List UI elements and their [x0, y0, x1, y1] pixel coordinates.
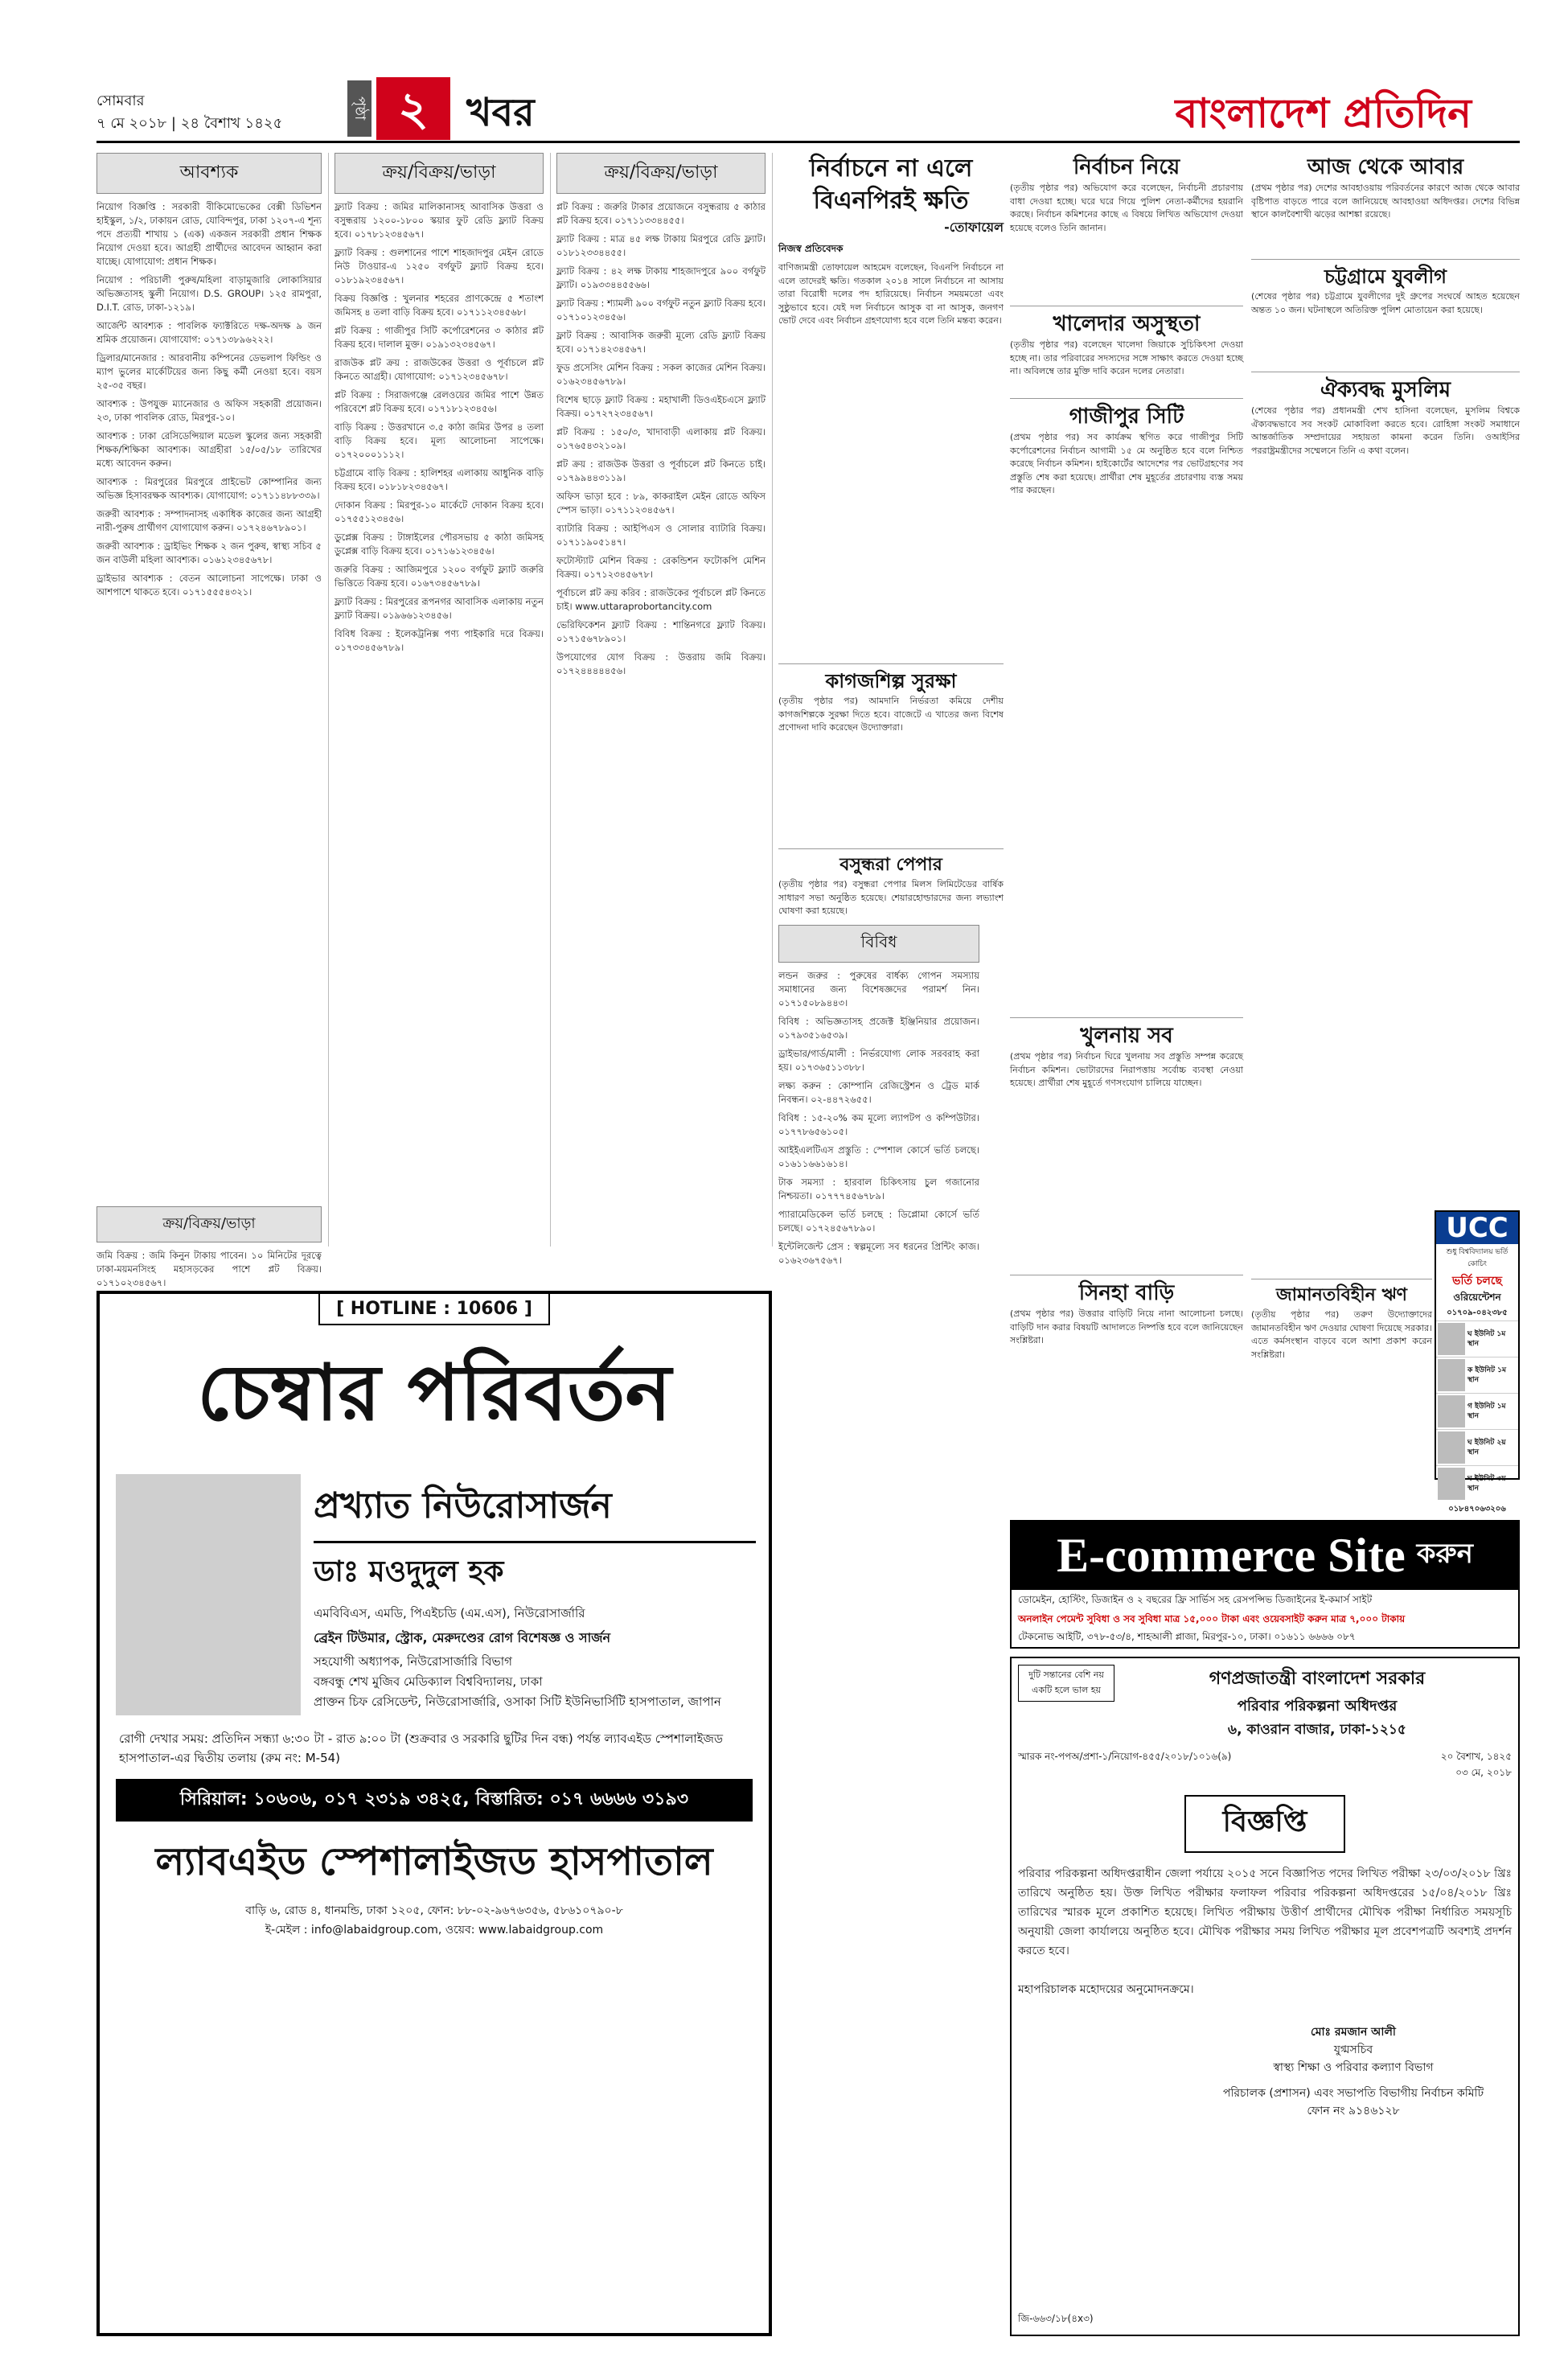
- headline: খুলনায় সব: [1010, 1017, 1243, 1050]
- headline: খালেদার অসুস্থতা: [1010, 306, 1243, 339]
- classified-item: জমি বিক্রয় : জমি কিনুন টাকায় পাবেন। ১০ মিনিটের দূরত্বে ঢাকা-ময়মনসিংহ মহাসড়কের পাশে প্লট বিক্রয়। ০১৭১০২৩৪৫৬৭।: [96, 1250, 322, 1288]
- byline: নিজস্ব প্রতিবেদক: [778, 243, 844, 254]
- column-divider: [550, 153, 551, 1247]
- govt-memo: স্মারক নং-পপঅ/প্রশা-১/নিয়োগ-৪৫৫/২০১৮/১০১৬(৯): [1018, 1751, 1232, 1762]
- classified-item: চট্টগ্রামে বাড়ি বিক্রয় : হালিশহর এলাকায় আধুনিক বাড়ি বিক্রয় হবে। ০১৮১৮২৩৪৫৬৭।: [335, 467, 544, 492]
- classified-item: ফ্ল্যাট বিক্রয় : মিরপুরের রূপনগর আবাসিক এলাকায় নতুন ফ্ল্যাট বিক্রয়। ০১৯৬৬১২৩৪৫৬।: [335, 596, 544, 621]
- classified-item: বিবিধ বিক্রয় : ইলেকট্রনিক্স পণ্য পাইকারি দরে বিক্রয়। ০১৭৩৩৪৫৬৭৮৯।: [335, 628, 544, 653]
- headline: গাজীপুর সিটি: [1010, 398, 1243, 431]
- classified-item: ফ্ল্যাট বিক্রয় : মাত্র ৪৫ লক্ষ টাকায় মিরপুরে রেডি ফ্ল্যাট। ০১৮১২৩৩৪৪৫৫।: [556, 233, 766, 258]
- classified-item: বিশেষ ছাড়ে ফ্ল্যাট বিক্রয় : মহাখালী ডিওএইচএসে ফ্ল্যাট বিক্রয়। ০১৭২৭২৩৪৫৬৭।: [556, 394, 766, 419]
- classified-item: ফ্লাট বিক্রয় : আবাসিক জরুরী মূল্যে রেডি ফ্ল্যাট বিক্রয় হবে। ০১৭১৪২৩৪৫৬৭।: [556, 330, 766, 355]
- news-story-muslim-unity: [1251, 372, 1520, 1272]
- notice-title: বিজ্ঞপ্তি: [1184, 1795, 1345, 1853]
- classified-list: [778, 969, 979, 1267]
- ecommerce-line-1: ডোমেইন, হোস্টিং, ডিজাইন ও ২ বছরের ফ্রি সার্ভিস সহ রেসপন্সিভ ডিজাইনের ই-কমার্স সাইট: [1018, 1594, 1373, 1605]
- classified-item: আইইএলটিএস প্রস্তুতি : স্পেশাল কোর্সে ভর্তি চলছে। ০১৬১১৬৬১৬১৪।: [778, 1144, 979, 1169]
- ecommerce-title: E-commerce Site: [1057, 1529, 1406, 1582]
- student-photo: [1438, 1359, 1465, 1391]
- newspaper-logo: বাংলাদেশ প্রতিদিন: [1175, 90, 1472, 137]
- story-body: (শেষের পৃষ্ঠার পর) প্রধানমন্ত্রী শেখ হাসিনা বলেছেন, মুসলিম বিশ্বকে ঐক্যবদ্ধভাবে সব সংকট মোকাবিলা করতে হবে। রোহিঙ্গা সংকট সমাধানে আন্তর্জাতিক সম্প্রদায়ের সহায়তা কামনা করেন তিনি। ওআইসির পররাষ্ট্রমন্ত্রীদের সম্মেলনে তিনি এ কথা বলেন।: [1251, 405, 1520, 456]
- ucc-orientation: ওরিয়েন্টেশন: [1453, 1292, 1501, 1303]
- headline: সিনহা বাড়ি: [1010, 1275, 1243, 1308]
- hotline-label: [ HOTLINE : 10606 ]: [318, 1292, 550, 1325]
- hospital-name: ল্যাবএইড স্পেশালাইজড হাসপাতাল: [155, 1839, 713, 1884]
- student-photo: [1438, 1395, 1465, 1427]
- ucc-result-text: গ ইউনিট ১ম স্থান: [1467, 1403, 1506, 1420]
- news-story-gazipur: [1010, 398, 1243, 1009]
- govt-phone: ফোন নং ৯১৪৬১২৮: [1307, 2105, 1400, 2117]
- classified-item: প্লট বিক্রয় : গাজীপুর সিটি কর্পোরেশনের ৩ কাঠার প্লট বিক্রয় হবে। দালাল মুক্ত। ০১৯১৩২৩৪৫৬৭।: [335, 325, 544, 350]
- doctor-name: ডাঃ মওদুদুল হক: [314, 1555, 504, 1588]
- classified-item: দোকান বিক্রয় : মিরপুর-১০ মার্কেটে দোকান বিক্রয় হবে। ০১৭৫৫১২৩৪৫৬।: [335, 499, 544, 524]
- doctor-training: প্রাক্তন চিফ রেসিডেন্ট, নিউরোসার্জারি, ওসাকা সিটি ইউনিভার্সিটি হাসপাতাল, জাপান: [314, 1694, 721, 1709]
- classified-item: ফ্ল্যাট বিক্রয় : জমির মালিকানাসহ আবাসিক উত্তরা ও বসুন্ধরায় ১২০০-১৮০০ স্কয়ার ফুট রেডি ফ্ল্যাট বিক্রয় হবে। ০১৭৮১২৩৪৫৬৭।: [335, 201, 544, 240]
- govt-ref: জি-৬৬৩/১৮(৪x৩): [1018, 2313, 1094, 2324]
- signatory-name: মোঃ রমজান আলী: [1311, 2026, 1396, 2039]
- classified-item: বিবিধ : অভিজ্ঞতাসহ প্রজেক্ট ইঞ্জিনিয়ার প্রয়োজন। ০১৭৯৩৫১৬৫৩৯।: [778, 1016, 979, 1041]
- headline: ঐক্যবদ্ধ মুসলিম: [1251, 372, 1520, 405]
- classified-item: ইন্টেলিজেন্ট প্রেস : স্বল্পমূল্যে সব ধরনের প্রিন্টিং কাজ। ০১৬২৩৬৭৫৬৭।: [778, 1241, 979, 1266]
- doctor-subtitle: প্রখ্যাত নিউরোসার্জন: [314, 1479, 756, 1543]
- ucc-result-row: [1436, 1357, 1518, 1393]
- headline-kicker: -তোফায়েল: [944, 220, 1004, 235]
- classified-item: ভেরিফিকেশন ফ্ল্যাট বিক্রয় : শান্তিনগরে ফ্ল্যাট বিক্রয়। ০১৭১৫৬৭৮৯০১।: [556, 619, 766, 644]
- classified-item: বিক্রয় বিজ্ঞপ্তি : খুলনার শহরের প্রাণকেন্দ্রে ৫ শতাংশ জমিসহ ৪ তলা বাড়ি বিক্রয় হবে। ০১৭১১২৩৪৫৬৮।: [335, 293, 544, 318]
- classified-item: প্লট বিক্রয় : জরুরি টাকার প্রয়োজনে বসুন্ধরায় ৫ কাঠার প্লট বিক্রয় হবে। ০১৭১১৩৩৪৪৫৫।: [556, 201, 766, 226]
- classified-item: ড্রিলার/মানেজার : আরবানীয় কম্পিনের ডেভলাপ ফিল্ডিং ও ম্যাপ ভুলের মার্কেটিয়ের জন্য কিছু কর্মী নেওয়া হবে। বয়স ২৫-৩৫ বছর।: [96, 352, 322, 391]
- classified-item: ব্যাটারি বিক্রয় : আইপিএস ও সোলার ব্যাটারি বিক্রয়। ০১৭১১৯০৫১৪৭।: [556, 523, 766, 548]
- news-story-khaleda: [1010, 306, 1243, 386]
- classified-column-sale-2: [556, 153, 766, 1247]
- column-divider: [772, 153, 773, 1247]
- signatory-2: পরিচালক (প্রশাসন) এবং সভাপতি বিভাগীয় নির্বাচন কমিটি: [1222, 2087, 1484, 2100]
- story-body: (প্রথম পৃষ্ঠার পর) নির্বাচন ঘিরে খুলনায় সব প্রস্তুতি সম্পন্ন করেছে নির্বাচন কমিশন। ভোটারদের নিরাপত্তায় সর্বোচ্চ ব্যবস্থা নেওয়া হয়েছে। প্রার্থীরা শেষ মুহূর্তে গণসংযোগ চালিয়ে যাচ্ছেন।: [1010, 1051, 1243, 1088]
- misc-classifieds: [778, 925, 979, 2372]
- classified-item: আর্জেন্ট আবশ্যক : পাবলিক ফ্যাক্টরিতে দক্ষ-অদক্ষ ৯ জন শ্রমিক প্রয়োজন। যোগাযোগ: ০১৭১৩৮৯৬২২২।: [96, 320, 322, 345]
- story-body: (তৃতীয় পৃষ্ঠার পর) আমদানি নির্ভরতা কমিয়ে দেশীয় কাগজশিল্পকে সুরক্ষা দিতে হবে। বাজেটে এ খাতের জন্য বিশেষ প্রণোদনা দাবি করেছেন উদ্যোক্তারা।: [778, 696, 1004, 733]
- government-notice: [1010, 1657, 1520, 2336]
- masthead-rule: [96, 141, 1520, 143]
- classified-item: ড্রাইভার/গার্ড/মালী : নির্ভরযোগ্য লোক সরবরাহ করা হয়। ০১৭৩৬৫১১৩৮৮।: [778, 1048, 979, 1073]
- classified-item: ফটোস্ট্যাট মেশিন বিক্রয় : রেকন্ডিশন ফটোকপি মেশিন বিক্রয়। ০১৭১২৩৪৫৬৭৮।: [556, 555, 766, 580]
- ecommerce-ad: [1010, 1520, 1520, 1649]
- serial-numbers: সিরিয়াল: ১০৬০৬, ০১৭ ২৩১৯ ৩৪২৫, বিস্তারিত: ০১৭ ৬৬৬৬ ৩১৯৩: [116, 1779, 753, 1822]
- govt-department: পরিবার পরিকল্পনা অধিদপ্তর: [1237, 1698, 1398, 1715]
- hospital-email: ই-মেইল : info@labaidgroup.com, ওয়েব: www.labaidgroup.com: [265, 1924, 604, 1937]
- news-story-weather: [1251, 153, 1520, 257]
- headline: আজ থেকে আবার: [1307, 155, 1464, 179]
- notice-approval: মহাপরিচালক মহোদয়ের অনুমোদনক্রমে।: [1018, 1983, 1194, 1996]
- headline: বসুন্ধরা পেপার: [778, 848, 1004, 878]
- ucc-result-text: ঘ ইউনিট ৩য় স্থান: [1467, 1475, 1506, 1493]
- page-number: ২: [376, 77, 450, 140]
- story-body: (তৃতীয় পৃষ্ঠার পর) বসুন্ধরা পেপার মিলস লিমিটেডের বার্ষিক সাধারণ সভা অনুষ্ঠিত হয়েছে। শেয়ারহোল্ডারদের জন্য লভ্যাংশ ঘোষণা করা হয়েছে।: [778, 879, 1004, 916]
- classified-column-wanted: [96, 153, 322, 1206]
- ucc-result-row: [1436, 1320, 1518, 1357]
- classified-item: ডুপ্লেক্স বিক্রয় : টাঙ্গাইলের পৌরসভায় ৫ কাঠা জমিসহ ডুপ্লেক্স বাড়ি বিক্রয় হবে। ০১৭১৬১২৩৪৫৬।: [335, 532, 544, 557]
- ucc-phone: ০১৭০৯-০৪২৩৮৫: [1447, 1308, 1508, 1317]
- classified-item: নিয়োগ : পরিচালী পুরুষ/মহিলা বাড়ামুজারি লোকাসিয়ার অভিজ্ঞতাসহ স্কুলী নিয়োগ। D.S. GROUP। ১২৫ রামপুরা, D.I.T. রোড, ঢাকা-১২১৯।: [96, 274, 322, 313]
- classified-item: পূর্বাচলে প্লট ক্রয় করিব : রাজউকের পূর্বাচলে প্লট কিনতে চাই। www.uttaraprobortancity.com: [556, 587, 766, 612]
- ecommerce-line-2: অনলাইন পেমেন্ট সুবিধা ও সব সুবিধা মাত্র ১৫,০০০ টাকা এবং ওয়েবসাইট করুন মাত্র ৭,০০০ টাকায়: [1018, 1613, 1406, 1624]
- column-divider: [328, 153, 329, 1247]
- classified-item: প্লট ক্রয় : রাজউক উত্তরা ও পূর্বাচলে প্লট কিনতে চাই। ০১৭৯৯৪৪৩১১৯।: [556, 458, 766, 483]
- masthead-day: সোমবার: [96, 92, 145, 109]
- student-photo: [1438, 1468, 1465, 1500]
- doctor-institution: বঙ্গবন্ধু শেখ মুজিব মেডিক্যাল বিশ্ববিদ্যালয়, ঢাকা: [314, 1674, 543, 1689]
- column-heading: ক্রয়/বিক্রয়/ভাড়া: [335, 153, 544, 194]
- doctor-specialty: ব্রেইন টিউমার, স্ট্রোক, মেরুদণ্ডের রোগ বিশেষজ্ঞ ও সার্জন: [314, 1630, 611, 1645]
- story-body: (তৃতীয় পৃষ্ঠার পর) বলেছেন খালেদা জিয়াকে সুচিকিৎসা দেওয়া হচ্ছে না। তার পরিবারের সদস্যদের সঙ্গে সাক্ষাৎ করতে দেওয়া হচ্ছে না। অবিলম্বে তার মুক্তি দাবি করেন দলের নেতারা।: [1010, 339, 1243, 376]
- hospital-address: বাড়ি ৬, রোড ৪, ধানমন্ডি, ঢাকা ১২০৫, ফোন: ৮৮-০২-৯৬৭৬৩৫৬, ৫৮৬১০৭৯০-৮: [245, 1904, 623, 1917]
- govt-date-bn: ২০ বৈশাখ, ১৪২৫: [1440, 1751, 1512, 1762]
- classified-item: নিয়োগ বিজ্ঞপ্তি : সরকারী বীকিমোভেকের বেক্সী ডিভিশন হাইস্কুল, ১/২, ঢাকায়ন রোড, যোবিন্দপুর, ঢাকা ১২০৭-এ শূন্য পদে প্রত্যয়ী শাখায় ১ (এক) একজন সরকারী প্রধান শিক্ষক নিয়োগ দেওয়া হবে। আগ্রহী প্রার্থীদের আবেদন আহ্বান করা যাচ্ছে। যোগাযোগ: প্রধান শিক্ষক।: [96, 201, 322, 267]
- ucc-result-row: [1436, 1393, 1518, 1429]
- masthead-date: [96, 90, 282, 135]
- chamber-title: চেম্বার পরিবর্তন: [197, 1348, 671, 1438]
- news-story-chattogram: [1251, 259, 1520, 372]
- ucc-result-row: [1436, 1465, 1518, 1501]
- column-heading: ক্রয়/বিক্রয়/ভাড়া: [96, 1206, 322, 1242]
- story-body: (তৃতীয় পৃষ্ঠার পর) অভিযোগ করে বলেছেন, নির্বাচনী প্রচারণায় বাধা দেওয়া হচ্ছে। ঘরে ঘরে গিয়ে পুলিশ নেতা-কর্মীদের হয়রানি করছে। নির্বাচন কমিশনের কাছে এ বিষয়ে লিখিত অভিযোগ দেওয়া হয়েছে বলেও তিনি জানান।: [1010, 183, 1243, 233]
- signatory-title: যুগ্মসচিব: [1333, 2043, 1373, 2056]
- classified-column-sale: [335, 153, 544, 1247]
- story-body: (প্রথম পৃষ্ঠার পর) দেশের আবহাওয়ায় পরিবর্তনের কারণে আজ থেকে আবার বৃষ্টিপাত বাড়তে পারে বলে জানিয়েছে আবহাওয়া অধিদপ্তর। দেশের বিভিন্ন স্থানে কালবৈশাখী ঝড়ের আশঙ্কা রয়েছে।: [1251, 183, 1520, 220]
- doctor-photo: [116, 1474, 301, 1715]
- classified-item: লন্ডন জরুর : পুরুষের বার্ধক্য গোপন সমস্যায় সমাধানের জন্য বিশেষজ্ঞদের পরামর্শ নিন। ০১৭১৫০৮৯৪৪৩।: [778, 970, 979, 1008]
- classified-item: প্যারামেডিকেল ভর্তি চলছে : ডিপ্লোমা কোর্সে ভর্তি চলছে। ০১৭২৪৫৬৭৮৯০।: [778, 1209, 979, 1234]
- classified-item: অফিস ভাড়া হবে : ৮৯, কাকরাইল মেইন রোডে অফিস স্পেস ভাড়া। ০১৭১১২৩৪৫৬৭।: [556, 491, 766, 515]
- news-story-bashundhara: [778, 848, 1004, 921]
- classified-item: আবশ্যক : মিরপুরের মিরপুরে প্রাইভেট কোম্পানির জন্য অভিজ্ঞ হিসাবরক্ষক আবশ্যক। যোগাযোগ: ০১৭১১৪৮৮৩৩৯।: [96, 476, 322, 501]
- news-story-paper-industry: [778, 663, 1004, 848]
- family-planning-badge: দুটি সন্তানের বেশি নয় একটি হলে ভাল হয়: [1018, 1665, 1114, 1702]
- classified-item: ফুড প্রসেসিং মেশিন বিক্রয় : সকল কাজের মেশিন বিক্রয়। ০১৬২৩৪৫৬৭৮৯।: [556, 362, 766, 387]
- ucc-result-text: ঘ ইউনিট ১ম স্থান: [1467, 1330, 1506, 1348]
- page-label: পৃষ্ঠা: [347, 80, 371, 137]
- ucc-logo: UCC: [1436, 1212, 1518, 1244]
- news-story-sinha: [1010, 1275, 1243, 1516]
- govt-address: ৬, কাওরান বাজার, ঢাকা-১২১৫: [1228, 1722, 1406, 1738]
- classified-list: [96, 1249, 322, 1290]
- news-story-loan: [1251, 1279, 1432, 1431]
- doctor-degrees: এমবিবিএস, এমডি, পিএইচডি (এম.এস), নিউরোসার্জারি: [314, 1606, 585, 1620]
- classified-item: রাজউক প্লট ক্রয় : রাজউকের উত্তরা ও পূর্বাচলে প্লট কিনতে আগ্রহী। যোগাযোগ: ০১৭১২৩৪৫৬৭৮।: [335, 357, 544, 382]
- student-photo: [1438, 1431, 1465, 1464]
- column-heading: আবশ্যক: [96, 153, 322, 194]
- classified-item: বাড়ি বিক্রয় : উত্তরখানে ৩.৫ কাঠা জমির উপর ৪ তলা বাড়ি বিক্রয় হবে। মূল্য আলোচনা সাপেক্ষে। ০১৭২০০০১১১২।: [335, 421, 544, 460]
- section-title: খবর: [466, 90, 535, 135]
- govt-date-en: ০৩ মে, ২০১৮: [1455, 1767, 1512, 1778]
- classified-item: ফ্ল্যাট বিক্রয় : শ্যামলী ৯০০ বর্গফুট নতুন ফ্ল্যাট বিক্রয় হবে। ০১৭১০১২৩৪৫৬।: [556, 298, 766, 322]
- classified-item: প্লট বিক্রয় : ১৫০/৩, খাদাবাড়ী এলাকায় প্লট বিক্রয়। ০১৭৬৫৪৩২১০৯।: [556, 426, 766, 451]
- news-story-khulna: [1010, 1017, 1243, 1275]
- column-heading: ক্রয়/বিক্রয়/ভাড়া: [556, 153, 766, 194]
- story-body: (প্রথম পৃষ্ঠার পর) উত্তরার বাড়িটি নিয়ে নানা আলোচনা চলছে। বাড়িটি দান করার বিষয়টি আদালতে নিষ্পত্তি হবে বলে জানিয়েছেন সংশ্লিষ্টরা।: [1010, 1308, 1243, 1345]
- classified-item: টাক সমস্যা : হারবাল চিকিৎসায় চুল গজানোর নিশ্চয়তা। ০১৭৭৭৪৫৬৭৮৯।: [778, 1177, 979, 1201]
- classified-item: জরুরি বিক্রয় : আজিমপুরে ১২০০ বর্গফুট ফ্ল্যাট জরুরি ভিত্তিতে বিক্রয় হবে। ০১৬৭৩৪৫৬৭৮৯।: [335, 564, 544, 589]
- classified-item: জরুরী আবশ্যক : সম্পাদনাসহ একাধিক কাজের জন্য আগ্রহী নারী-পুরুষ প্রার্থীগণ যোগাযোগ করুন। ০১৭২৪৬৭৮৯০১।: [96, 508, 322, 533]
- govt-republic: গণপ্রজাতন্ত্রী বাংলাদেশ সরকার: [1209, 1669, 1426, 1689]
- ucc-tagline: শুধু বিশ্ববিদ্যালয় ভর্তি কোচিং: [1446, 1248, 1508, 1268]
- masthead-date-line: ৭ মে ২০১৮ | ২৪ বৈশাখ ১৪২৫: [96, 115, 283, 132]
- classified-item: বিবিধ : ১৫-২০% কম মূল্যে ল্যাপটপ ও কম্পিউটার। ০১৭৭৮৬৫৬১০৫।: [778, 1112, 979, 1137]
- chamber-change-ad: [96, 1291, 772, 2336]
- classified-list: [556, 200, 766, 678]
- story-body: (শেষের পৃষ্ঠার পর) চট্টগ্রামে যুবলীগের দুই গ্রুপের সংঘর্ষে আহত হয়েছেন অন্তত ১০ জন। ঘটনাস্থলে অতিরিক্ত পুলিশ মোতায়েন করা হয়েছে।: [1251, 291, 1520, 315]
- classified-item: লক্ষ্য করুন : কোম্পানি রেজিস্ট্রেশন ও ট্রেড মার্ক নিবন্ধন। ০২-৪৪৭২৬৫৫।: [778, 1080, 979, 1105]
- headline: জামানতবিহীন ঋণ: [1251, 1279, 1432, 1308]
- ucc-result-text: ক ইউনিট ১ম স্থান: [1467, 1366, 1506, 1384]
- classified-item: আবশ্যক : ঢাকা রেসিডেন্সিয়াল মডেল স্কুলের জন্য সহকারী শিক্ষক/শিক্ষিকা আবশ্যক। আগ্রহীরা ১৫/০৫/১৮ তারিখের মধ্যে আবেদন করুন।: [96, 430, 322, 469]
- notice-body: পরিবার পরিকল্পনা অধিদপ্তরাধীন জেলা পর্যায়ে ২০১৫ সনে বিজ্ঞাপিত পদের লিখিত পরীক্ষা ২৩/০৩/২০১৮ খ্রিঃ তারিখে অনুষ্ঠিত হয়। উক্ত লিখিত পরীক্ষার ফলাফল পরিবার পরিকল্পনা অধিদপ্তরের ১৫/০৪/২০১৮ খ্রিঃ তারিখের স্মারক মূলে প্রকাশিত হয়েছে। লিখিত পরীক্ষায় উত্তীর্ণ প্রার্থীদের মৌখিক পরীক্ষা নির্ধারিত সময়সূচি অনুযায়ী জেলা কার্যালয়ে অনুষ্ঠিত হবে। মৌখিক পরীক্ষার সময় লিখিত পরীক্ষার মূল প্রবেশপত্রটি অবশ্যই প্রদর্শন করতে হবে।: [1018, 1867, 1512, 1957]
- classified-item: উপযোগের যোগ বিক্রয় : উত্তরায় জমি বিক্রয়। ০১৭২৪৪৪৪৪৫৬।: [556, 651, 766, 676]
- classified-item: আবশ্যক : উপযুক্ত ম্যানেজার ও অফিস সহকারী প্রয়োজন। ২৩, ঢাকা পাবলিক রোড, মিরপুর-১০।: [96, 398, 322, 423]
- signatory-dept: স্বাস্থ্য শিক্ষা ও পরিবার কল্যাণ বিভাগ: [1273, 2061, 1434, 2074]
- classified-item: প্লট বিক্রয় : সিরাজগঞ্জে রেলওয়ের জমির পাশে উন্নত পরিবেশে প্লট বিক্রয় হবে। ০১৭১৮১২৩৪৫৬।: [335, 389, 544, 414]
- headline: নির্বাচনে না এলে বিএনপিরই ক্ষতি: [809, 154, 973, 215]
- classified-item: ফ্ল্যাট বিক্রয় : গুলশানের পাশে শাহজাদপুর মেইন রোডে নিউ টাওয়ার-এ ১২৫০ বর্গফুট ফ্ল্যাট বিক্রয় হবে। ০১৮১৯২৩৪৫৬৭।: [335, 247, 544, 285]
- classified-item: ড্রাইভার আবশ্যক : বেতন আলোচনা সাপেক্ষে। ঢাকা ও আশপাশে থাকতে হবে। ০১৭১৫৫৫৪৩২১।: [96, 573, 322, 598]
- headline: কাগজশিল্প সুরক্ষা: [778, 663, 1004, 695]
- classified-item: ফ্ল্যাট বিক্রয় : ৪২ লক্ষ টাকায় শাহজাদপুরে ৯০০ বর্গফুট ফ্ল্যাট। ০১৯৩৩৪৪৫৫৬৬।: [556, 265, 766, 290]
- student-photo: [1438, 1323, 1465, 1355]
- headline: নির্বাচন নিয়ে: [1073, 155, 1180, 179]
- ucc-coaching-ad: [1435, 1210, 1520, 1514]
- visiting-hours: রোগী দেখার সময়: প্রতিদিন সন্ধ্যা ৬:৩০ টা - রাত ৯:০০ টা (শুক্রবার ও সরকারি ছুটির দিন বন্ধ) পর্যন্ত ল্যাবএইড স্পেশালাইজড হাসপাতাল-এর দ্বিতীয় তলায় (রুম নং: M-54): [119, 1731, 724, 1765]
- ucc-result-text: ঘ ইউনিট ২য় স্থান: [1467, 1439, 1506, 1456]
- classified-list: [96, 200, 322, 599]
- story-body: (তৃতীয় পৃষ্ঠার পর) তরুণ উদ্যোক্তাদের জামানতবিহীন ঋণ দেওয়ার ঘোষণা দিয়েছে সরকার। এতে কর্মসংস্থান বাড়বে বলে আশা প্রকাশ করেন সংশ্লিষ্টরা।: [1251, 1309, 1432, 1360]
- story-body: বাণিজ্যমন্ত্রী তোফায়েল আহমেদ বলেছেন, বিএনপি নির্বাচনে না এলে তাদেরই ক্ষতি। গতকাল ২০১৪ সালে নির্বাচনে না আসায় তারা বিরোধী দলের পদ হারিয়েছে। নির্বাচন সময়মতো এবং সুষ্ঠুভাবে হবে। যেই দল নির্বাচনে আসুক বা না আসুক, জনগণ ভোট দেবে এবং নির্বাচন গ্রহণযোগ্য হবে বলে তিনি মন্তব্য করেন।: [778, 262, 1004, 326]
- story-body: (প্রথম পৃষ্ঠার পর) সব কার্যক্রম স্থগিত করে গাজীপুর সিটি কর্পোরেশনের নির্বাচন আগামী ১৫ মে অনুষ্ঠিত হবে বলে নিশ্চিত করেছে নির্বাচন কমিশন। হাইকোর্টের আদেশের পর ভোটগ্রহণের সব প্রস্তুতি শেষ করা হয়েছে। প্রার্থীরা শেষ মুহূর্তের প্রচারণায় ব্যস্ত সময় পার করছেন।: [1010, 432, 1243, 495]
- ecommerce-action: করুন: [1416, 1538, 1473, 1570]
- classified-list: [335, 200, 544, 655]
- classified-bottom-block: [96, 1206, 322, 1288]
- ucc-results: [1436, 1320, 1518, 1501]
- ucc-result-row: [1436, 1429, 1518, 1465]
- ucc-subtitle: ভর্তি চলছে: [1452, 1275, 1502, 1288]
- doctor-position: সহযোগী অধ্যাপক, নিউরোসার্জারি বিভাগ: [314, 1654, 512, 1669]
- classified-item: জরুরী আবশ্যক : ড্রাইভিং শিক্ষক ২ জন পুরুষ, স্বাস্থ্য সচিব ৫ জন বাউলী মহিলা আবশ্যক। ০১৬১২৩৪৫৬৭৮।: [96, 540, 322, 565]
- column-heading: বিবিধ: [778, 925, 979, 963]
- ecommerce-contact: টেকনোভ আইটি, ৩৭৮-৫৩/৪, শাহআলী প্লাজা, মিরপুর-১০, ঢাকা। ০১৬১১ ৬৬৬৬ ০৮৭: [1018, 1631, 1356, 1642]
- ucc-footer-phone: ০১৮৪৭০৬৩২০৬: [1448, 1505, 1506, 1514]
- headline: চট্টগ্রামে যুবলীগ: [1251, 259, 1520, 290]
